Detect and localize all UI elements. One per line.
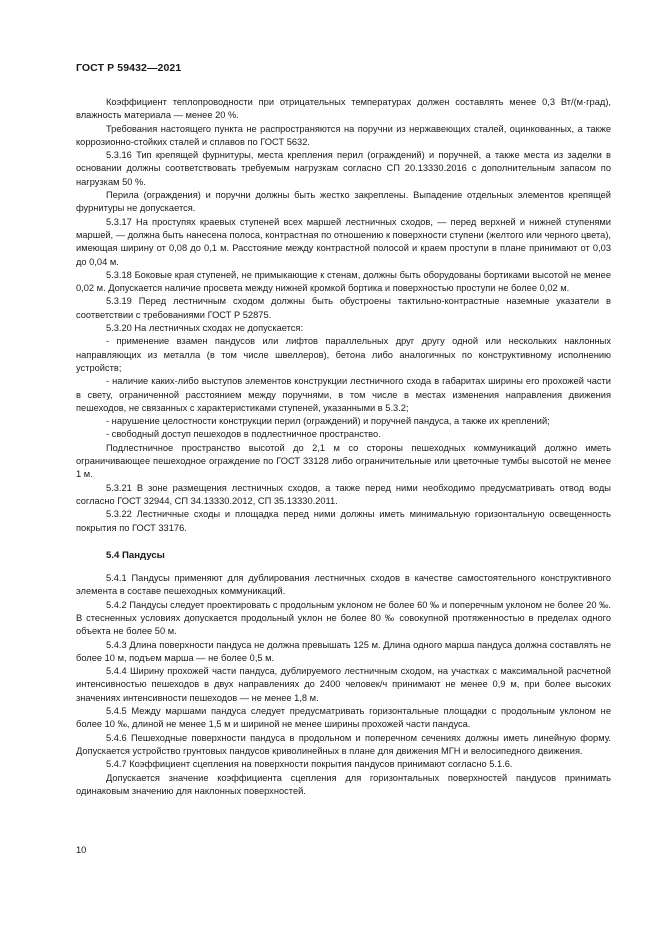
list-item: - наличие каких-либо выступов элементов конструкции лестничного схода в габаритах ширины его прохожей части в свету, ограниченной расстоянием между поручнями, в том числе в местах изменения направления движения пешеходов, не связанных с характеристиками ступеней, указанными в 5.3.2;: [76, 376, 611, 413]
paragraph-5-4-4: 5.4.4 Ширину прохожей части пандуса, дублируемого лестничным сходом, на участках с максимальной расчетной интенсивностью пешеходов в двух направлениях до 2400 человек/ч принимают не менее 0,9 м, при более высоких значениях интенсивности пешеходов — не менее 1,8 м.: [76, 666, 611, 703]
paragraph: Требования настоящего пункта не распространяются на поручни из нержавеющих сталей, оцинкованных, а также коррозионно-стойких сталей и сплавов по ГОСТ 5632.: [76, 123, 611, 147]
list-item: - применение взамен пандусов или лифтов параллельных друг другу одной или нескольких наклонных направляющих из металла (в том числе швеллеров), бетона либо аналогичных по конструктивному исполнению устройств;: [76, 336, 611, 373]
paragraph-5-4-1: 5.4.1 Пандусы применяют для дублирования лестничных сходов в качестве самостоятельного конструктивного элемента в составе пешеходных коммуникаций.: [76, 573, 611, 597]
paragraph-5-4-5: 5.4.5 Между маршами пандуса следует предусматривать горизонтальные площадки с продольным уклоном не более 10 ‰, длиной не менее 1,5 м и шириной не менее ширины прохожей части пандуса.: [76, 706, 611, 730]
paragraph: Подлестничное пространство высотой до 2,1 м со стороны пешеходных коммуникаций должно иметь ограничивающее пешеходное ограждение по ГОСТ 33128 либо ограничительные или цветочные тумбы высотой не менее 1 м.: [76, 442, 611, 480]
page-body: [76, 96, 611, 798]
paragraph-5-3-17: 5.3.17 На проступях краевых ступеней всех маршей лестничных сходов, — перед верхней и нижней ступенями маршей, — должна быть нанесена полоса, контрастная по отношению к поверхности ступени (желтого или черного цвета), имеющая ширину от 0,08 до 0,1 м. Расстояние между контрастной полосой и краем проступи в плане принимают от 0,03 до 0,04 м.: [76, 216, 611, 267]
list-item: - нарушение целостности конструкции перил (ограждений) и поручней пандуса, а также их креплений;: [106, 416, 550, 427]
document-header: ГОСТ Р 59432—2021: [76, 62, 182, 74]
paragraph-5-3-21: 5.3.21 В зоне размещения лестничных сходов, а также перед ними необходимо предусматривать отвод воды согласно ГОСТ 32944, СП 34.13330.2012, СП 35.13330.2011.: [76, 482, 611, 506]
paragraph-5-4-6: 5.4.6 Пешеходные поверхности пандуса в продольном и поперечном сечениях должны иметь линейную форму. Допускается устройство грунтовых пандусов криволинейных в плане для движения МГН и велосипедного движения.: [76, 732, 611, 756]
paragraph-5-3-20: 5.3.20 На лестничных сходах не допускается:: [106, 323, 304, 334]
paragraph: Коэффициент теплопроводности при отрицательных температурах должен составлять менее 0,3 Вт/(м·град), влажность материала — менее 20 %.: [76, 97, 611, 121]
section-heading: 5.4 Пандусы: [106, 549, 165, 561]
page-number: 10: [76, 845, 87, 855]
paragraph: Допускается значение коэффициента сцепления для горизонтальных поверхностей пандусов принимать одинаковым значению для наклонных поверхностей.: [76, 772, 611, 796]
paragraph-5-3-22: 5.3.22 Лестничные сходы и площадка перед ними должны иметь минимальную горизонтальную освещенность покрытия по ГОСТ 33176.: [76, 509, 611, 533]
paragraph-5-3-16: 5.3.16 Тип крепящей фурнитуры, места крепления перил (ограждений) и поручней, а также места из заделки в основании должны соответствовать требуемым нагрузкам согласно СП 20.13330.2016 с дополнительным запасом по нагрузкам 50 %.: [76, 150, 611, 187]
list-item: - свободный доступ пешеходов в подлестничное пространство.: [106, 429, 381, 440]
paragraph-5-4-3: 5.4.3 Длина поверхности пандуса не должна превышать 125 м. Длина одного марша пандуса должна составлять не более 10 м, подъем марша — не более 0,5 м.: [76, 639, 611, 663]
paragraph-5-3-19: 5.3.19 Перед лестничным сходом должны быть обустроены тактильно-контрастные наземные указатели в соответствии с требованиями ГОСТ Р 52875.: [76, 296, 611, 320]
paragraph-5-4-2: 5.4.2 Пандусы следует проектировать с продольным уклоном не более 60 ‰ и поперечным уклоном не более 20 ‰. В стесненных условиях допускается продольный уклон не более 80 ‰ совокупной протяженностью в пределах одного объекта не более 50 м.: [76, 599, 611, 637]
paragraph-5-4-7: 5.4.7 Коэффициент сцепления на поверхности покрытия пандусов принимают согласно 5.1.6.: [106, 759, 513, 770]
paragraph-5-3-18: 5.3.18 Боковые края ступеней, не примыкающие к стенам, должны быть оборудованы бортиками высотой не менее 0,02 м. Допускается наличие просвета между нижней кромкой бортика и поверхностью проступи не более 0,02 м.: [76, 269, 611, 294]
paragraph: Перила (ограждения) и поручни должны быть жестко закреплены. Выпадение отдельных элементов крепящей фурнитуры не допускается.: [76, 190, 611, 214]
